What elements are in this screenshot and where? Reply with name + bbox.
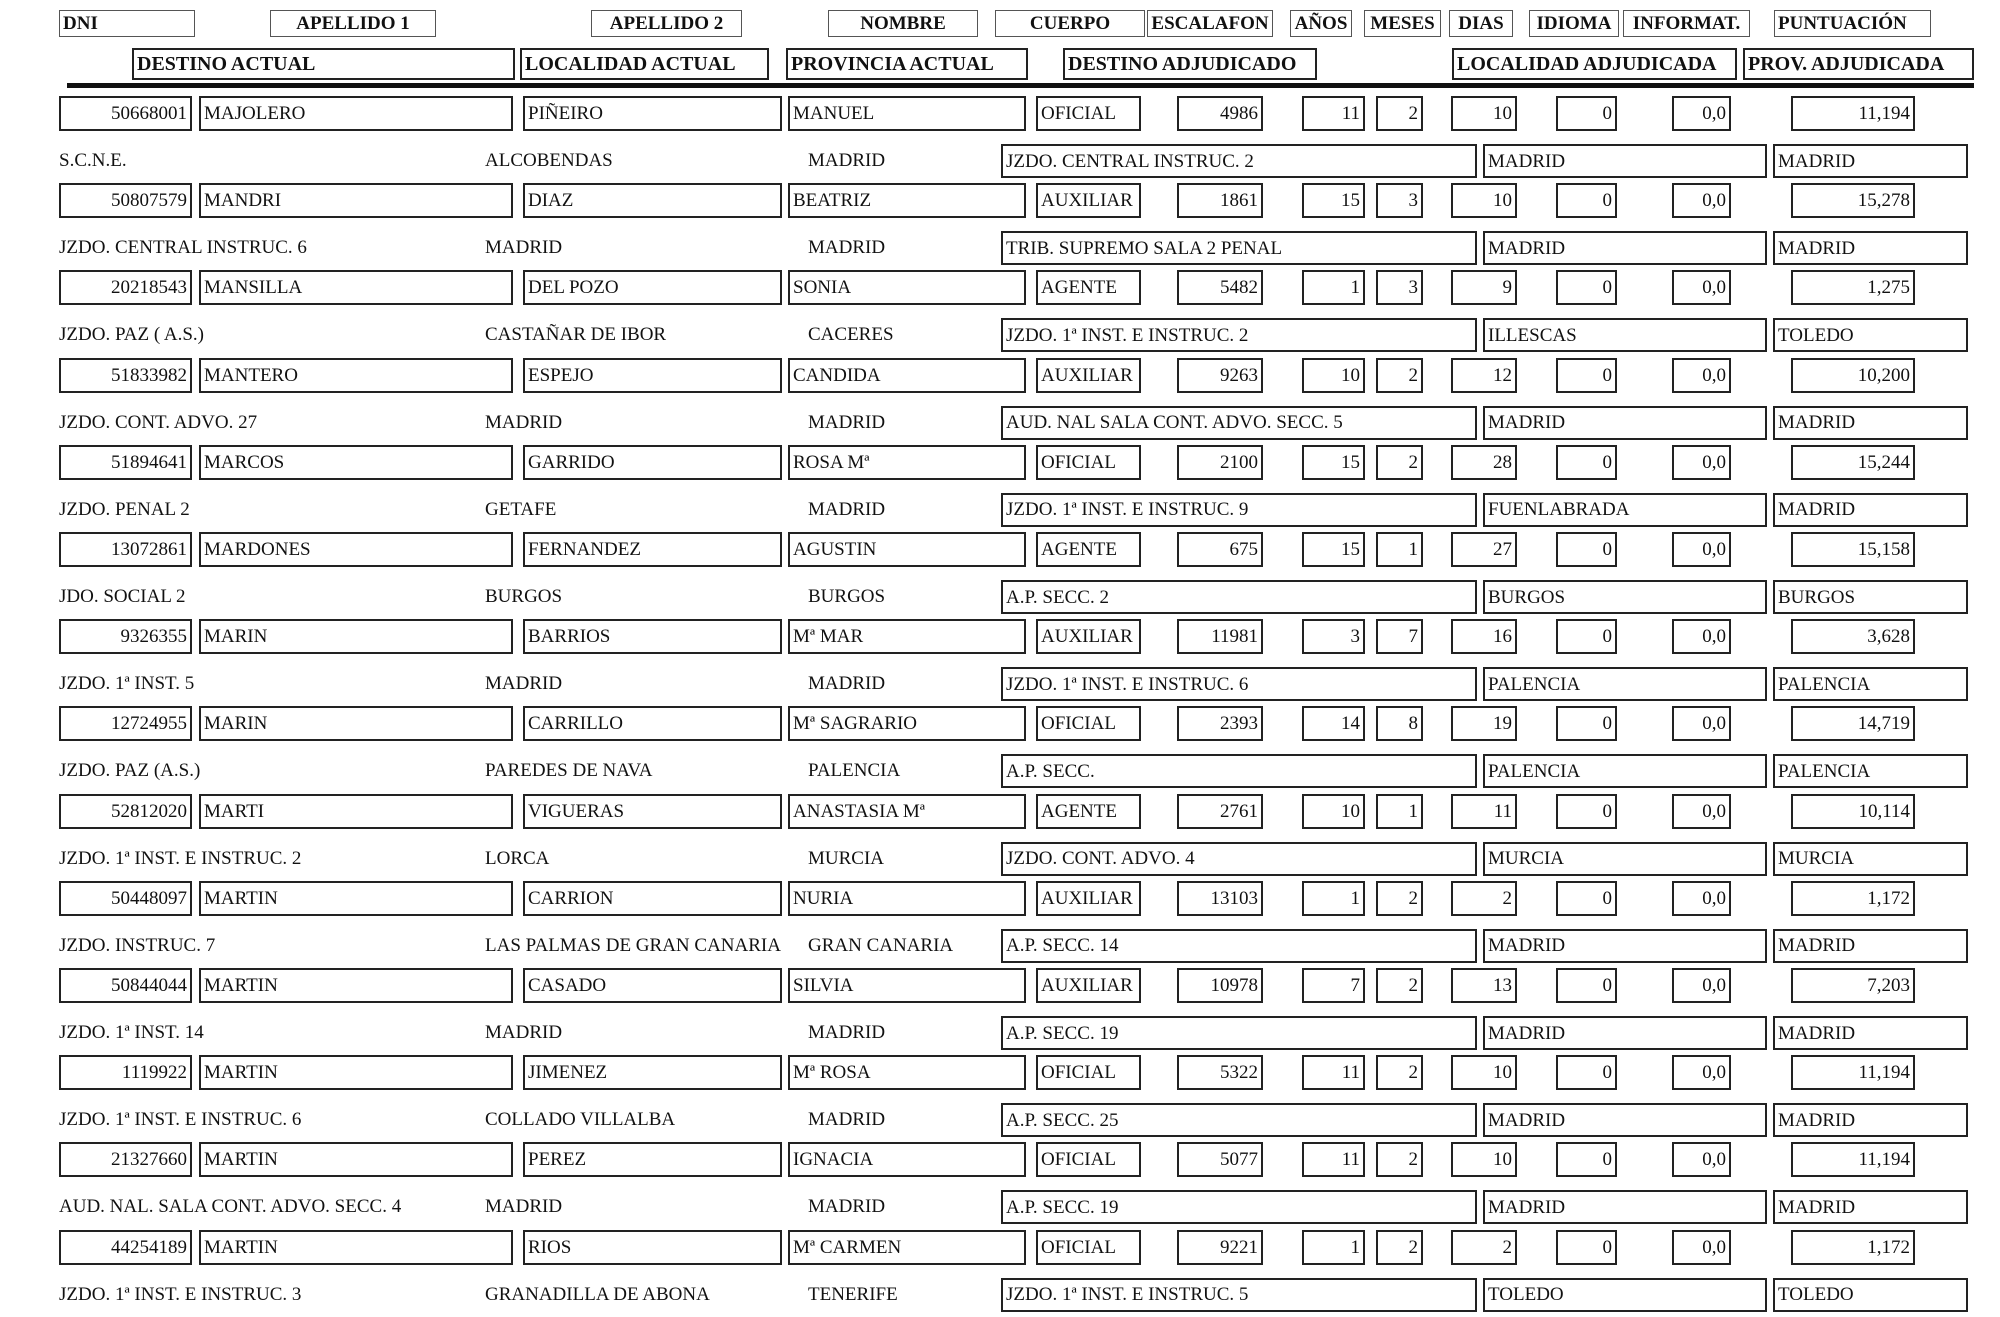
- header-idioma: IDIOMA: [1529, 10, 1619, 37]
- record-provincia-actual: MADRID: [808, 237, 886, 259]
- record-idioma: 0: [1556, 881, 1617, 916]
- record-prov-adjudicada: PALENCIA: [1773, 667, 1968, 701]
- record-dias: 9: [1451, 270, 1517, 305]
- record-provincia-actual: GRAN CANARIA: [808, 934, 954, 956]
- record-dias: 16: [1451, 619, 1517, 654]
- record-informat: 0,0: [1672, 270, 1731, 305]
- record-dni: 50668001: [59, 96, 192, 131]
- record-localidad-adjudicada: MADRID: [1483, 231, 1767, 265]
- record-nombre: MANUEL: [788, 96, 1026, 131]
- record-apellido1: MARTIN: [199, 968, 513, 1003]
- record-localidad-actual: COLLADO VILLALBA: [485, 1109, 676, 1131]
- record-dni: 9326355: [59, 619, 192, 654]
- record-informat: 0,0: [1672, 358, 1731, 393]
- record-idioma: 0: [1556, 706, 1617, 741]
- record-meses: 2: [1376, 358, 1423, 393]
- record-meses: 1: [1376, 794, 1423, 829]
- record-idioma: 0: [1556, 1230, 1617, 1265]
- header-informat: INFORMAT.: [1623, 10, 1750, 37]
- record-destino-actual: JZDO. 1ª INST. 14: [59, 1022, 204, 1043]
- record-dias: 10: [1451, 1055, 1517, 1090]
- record-dni: 50844044: [59, 968, 192, 1003]
- record-provincia-actual: PALENCIA: [808, 760, 901, 782]
- header-destino-adjudicado: DESTINO ADJUDICADO: [1063, 48, 1317, 80]
- record-meses: 3: [1376, 183, 1423, 218]
- record-apellido2: FERNANDEZ: [523, 532, 782, 567]
- record-destino-actual: JDO. SOCIAL 2: [59, 586, 186, 607]
- record-destino-adjudicado: AUD. NAL SALA CONT. ADVO. SECC. 5: [1001, 406, 1477, 440]
- record-dias: 28: [1451, 445, 1517, 480]
- record-destino-actual: JZDO. PENAL 2: [59, 498, 190, 520]
- record-apellido2: RIOS: [523, 1230, 782, 1265]
- record-localidad-adjudicada: PALENCIA: [1483, 667, 1767, 701]
- record-apellido2: CARRILLO: [523, 706, 782, 741]
- record-escalafon: 4986: [1177, 96, 1263, 131]
- record-provincia-actual: MADRID: [808, 1022, 886, 1043]
- record-localidad-adjudicada: MADRID: [1483, 1016, 1767, 1050]
- record-apellido1: MARTIN: [199, 1230, 513, 1265]
- record-nombre: Mª CARMEN: [788, 1230, 1026, 1265]
- record-anos: 14: [1302, 706, 1365, 741]
- record-prov-adjudicada: TOLEDO: [1773, 1278, 1968, 1312]
- record-escalafon: 9221: [1177, 1230, 1263, 1265]
- record-dni: 44254189: [59, 1230, 192, 1265]
- record-destino-adjudicado: JZDO. 1ª INST. E INSTRUC. 6: [1001, 667, 1477, 701]
- record-provincia-actual: BURGOS: [808, 586, 886, 607]
- record-destino-adjudicado: A.P. SECC.: [1001, 754, 1477, 788]
- record-cuerpo: OFICIAL: [1036, 1055, 1141, 1090]
- record-dni: 51894641: [59, 445, 192, 480]
- record-puntuacion: 11,194: [1791, 1142, 1915, 1177]
- record-localidad-adjudicada: MADRID: [1483, 144, 1767, 178]
- record-localidad-actual: ALCOBENDAS: [485, 150, 613, 171]
- record-nombre: ANASTASIA Mª: [788, 794, 1026, 829]
- record-informat: 0,0: [1672, 1142, 1731, 1177]
- record-anos: 3: [1302, 619, 1365, 654]
- record-dni: 1119922: [59, 1055, 192, 1090]
- record-anos: 7: [1302, 968, 1365, 1003]
- record-apellido1: MARTIN: [199, 1142, 513, 1177]
- record-localidad-actual: GETAFE: [485, 498, 557, 520]
- record-dias: 10: [1451, 96, 1517, 131]
- record-anos: 1: [1302, 881, 1365, 916]
- record-informat: 0,0: [1672, 1055, 1731, 1090]
- record-dias: 10: [1451, 183, 1517, 218]
- record-destino-adjudicado: TRIB. SUPREMO SALA 2 PENAL: [1001, 231, 1477, 265]
- record-localidad-adjudicada: ILLESCAS: [1483, 318, 1767, 352]
- header-escalafon: ESCALAFON: [1147, 10, 1273, 37]
- record-dias: 10: [1451, 1142, 1517, 1177]
- record-destino-adjudicado: JZDO. CONT. ADVO. 4: [1001, 842, 1477, 876]
- record-informat: 0,0: [1672, 1230, 1731, 1265]
- record-localidad-adjudicada: MADRID: [1483, 1190, 1767, 1224]
- record-localidad-actual: GRANADILLA DE ABONA: [485, 1283, 710, 1305]
- record-nombre: SONIA: [788, 270, 1026, 305]
- header-cuerpo: CUERPO: [995, 10, 1145, 37]
- record-localidad-actual: PAREDES DE NAVA: [485, 760, 653, 782]
- header-localidad-actual: LOCALIDAD ACTUAL: [520, 48, 769, 80]
- record-dni: 20218543: [59, 270, 192, 305]
- record-meses: 2: [1376, 1142, 1423, 1177]
- record-nombre: Mª MAR: [788, 619, 1026, 654]
- record-apellido1: MARTI: [199, 794, 513, 829]
- record-apellido1: MARDONES: [199, 532, 513, 567]
- record-anos: 15: [1302, 183, 1365, 218]
- record-localidad-actual: LAS PALMAS DE GRAN CANARIA: [485, 934, 781, 956]
- record-informat: 0,0: [1672, 619, 1731, 654]
- record-apellido1: MARIN: [199, 706, 513, 741]
- record-apellido2: PEREZ: [523, 1142, 782, 1177]
- record-meses: 3: [1376, 270, 1423, 305]
- record-idioma: 0: [1556, 968, 1617, 1003]
- record-localidad-actual: MADRID: [485, 411, 563, 433]
- record-provincia-actual: MADRID: [808, 673, 886, 695]
- record-meses: 8: [1376, 706, 1423, 741]
- record-escalafon: 5322: [1177, 1055, 1263, 1090]
- record-apellido2: PIÑEIRO: [523, 96, 782, 131]
- header-divider: [67, 83, 1974, 88]
- record-escalafon: 2100: [1177, 445, 1263, 480]
- record-informat: 0,0: [1672, 706, 1731, 741]
- record-apellido1: MANTERO: [199, 358, 513, 393]
- record-cuerpo: AUXILIAR: [1036, 183, 1141, 218]
- header-dias: DIAS: [1449, 10, 1513, 37]
- record-puntuacion: 11,194: [1791, 96, 1915, 131]
- record-prov-adjudicada: PALENCIA: [1773, 754, 1968, 788]
- record-escalafon: 5482: [1177, 270, 1263, 305]
- record-dni: 52812020: [59, 794, 192, 829]
- record-localidad-actual: BURGOS: [485, 586, 563, 607]
- record-apellido2: DIAZ: [523, 183, 782, 218]
- record-apellido1: MARIN: [199, 619, 513, 654]
- record-provincia-actual: MURCIA: [808, 847, 885, 869]
- record-idioma: 0: [1556, 619, 1617, 654]
- record-puntuacion: 10,200: [1791, 358, 1915, 393]
- header-anos: AÑOS: [1290, 10, 1352, 37]
- record-escalafon: 9263: [1177, 358, 1263, 393]
- record-apellido2: CASADO: [523, 968, 782, 1003]
- record-prov-adjudicada: MADRID: [1773, 493, 1968, 527]
- record-puntuacion: 1,275: [1791, 270, 1915, 305]
- record-dias: 2: [1451, 881, 1517, 916]
- record-destino-actual: JZDO. INSTRUC. 7: [59, 934, 216, 956]
- record-provincia-actual: MADRID: [808, 498, 886, 520]
- record-provincia-actual: MADRID: [808, 411, 886, 433]
- record-destino-adjudicado: A.P. SECC. 19: [1001, 1016, 1477, 1050]
- record-apellido2: ESPEJO: [523, 358, 782, 393]
- record-anos: 11: [1302, 1055, 1365, 1090]
- record-informat: 0,0: [1672, 183, 1731, 218]
- record-meses: 2: [1376, 881, 1423, 916]
- record-dias: 19: [1451, 706, 1517, 741]
- header-provincia-actual: PROVINCIA ACTUAL: [786, 48, 1028, 80]
- record-prov-adjudicada: MADRID: [1773, 231, 1968, 265]
- record-apellido1: MARCOS: [199, 445, 513, 480]
- record-informat: 0,0: [1672, 96, 1731, 131]
- record-idioma: 0: [1556, 532, 1617, 567]
- record-localidad-actual: MADRID: [485, 673, 563, 695]
- header-prov-adjudicada: PROV. ADJUDICADA: [1743, 48, 1974, 80]
- record-puntuacion: 11,194: [1791, 1055, 1915, 1090]
- record-apellido1: MAJOLERO: [199, 96, 513, 131]
- record-localidad-actual: MADRID: [485, 237, 563, 259]
- record-puntuacion: 1,172: [1791, 1230, 1915, 1265]
- record-localidad-actual: MADRID: [485, 1196, 563, 1218]
- record-anos: 15: [1302, 445, 1365, 480]
- record-meses: 2: [1376, 1055, 1423, 1090]
- record-apellido1: MANDRI: [199, 183, 513, 218]
- record-escalafon: 11981: [1177, 619, 1263, 654]
- record-destino-adjudicado: A.P. SECC. 19: [1001, 1190, 1477, 1224]
- record-localidad-adjudicada: FUENLABRADA: [1483, 493, 1767, 527]
- record-destino-actual: JZDO. 1ª INST. E INSTRUC. 6: [59, 1109, 302, 1131]
- record-cuerpo: OFICIAL: [1036, 1230, 1141, 1265]
- header-puntuacion: PUNTUACIÓN: [1774, 10, 1931, 37]
- record-anos: 10: [1302, 358, 1365, 393]
- record-prov-adjudicada: MADRID: [1773, 1190, 1968, 1224]
- record-cuerpo: AGENTE: [1036, 532, 1141, 567]
- record-nombre: Mª ROSA: [788, 1055, 1026, 1090]
- record-escalafon: 675: [1177, 532, 1263, 567]
- record-apellido2: VIGUERAS: [523, 794, 782, 829]
- record-idioma: 0: [1556, 1055, 1617, 1090]
- record-localidad-actual: LORCA: [485, 847, 550, 869]
- record-destino-adjudicado: JZDO. CENTRAL INSTRUC. 2: [1001, 144, 1477, 178]
- record-destino-actual: JZDO. 1ª INST. E INSTRUC. 3: [59, 1283, 302, 1305]
- record-dias: 11: [1451, 794, 1517, 829]
- record-idioma: 0: [1556, 270, 1617, 305]
- record-puntuacion: 15,158: [1791, 532, 1915, 567]
- record-provincia-actual: CACERES: [808, 324, 894, 346]
- record-destino-adjudicado: A.P. SECC. 25: [1001, 1103, 1477, 1137]
- record-apellido2: JIMENEZ: [523, 1055, 782, 1090]
- record-dias: 27: [1451, 532, 1517, 567]
- record-destino-adjudicado: JZDO. 1ª INST. E INSTRUC. 2: [1001, 318, 1477, 352]
- record-cuerpo: OFICIAL: [1036, 1142, 1141, 1177]
- record-meses: 2: [1376, 445, 1423, 480]
- record-apellido2: CARRION: [523, 881, 782, 916]
- record-destino-actual: JZDO. CENTRAL INSTRUC. 6: [59, 237, 307, 259]
- record-informat: 0,0: [1672, 794, 1731, 829]
- record-localidad-adjudicada: MURCIA: [1483, 842, 1767, 876]
- header-localidad-adjudicada: LOCALIDAD ADJUDICADA: [1452, 48, 1737, 80]
- record-escalafon: 13103: [1177, 881, 1263, 916]
- record-escalafon: 2761: [1177, 794, 1263, 829]
- record-informat: 0,0: [1672, 881, 1731, 916]
- record-destino-adjudicado: A.P. SECC. 2: [1001, 580, 1477, 614]
- record-idioma: 0: [1556, 183, 1617, 218]
- header-destino-actual: DESTINO ACTUAL: [132, 48, 515, 80]
- record-localidad-adjudicada: PALENCIA: [1483, 754, 1767, 788]
- record-meses: 2: [1376, 96, 1423, 131]
- record-prov-adjudicada: BURGOS: [1773, 580, 1968, 614]
- record-escalafon: 10978: [1177, 968, 1263, 1003]
- record-destino-adjudicado: JZDO. 1ª INST. E INSTRUC. 9: [1001, 493, 1477, 527]
- record-localidad-adjudicada: TOLEDO: [1483, 1278, 1767, 1312]
- record-prov-adjudicada: MADRID: [1773, 929, 1968, 963]
- record-cuerpo: OFICIAL: [1036, 706, 1141, 741]
- record-apellido1: MARTIN: [199, 881, 513, 916]
- record-dni: 13072861: [59, 532, 192, 567]
- record-destino-actual: JZDO. 1ª INST. 5: [59, 673, 195, 695]
- record-escalafon: 5077: [1177, 1142, 1263, 1177]
- record-nombre: CANDIDA: [788, 358, 1026, 393]
- header-apellido1: APELLIDO 1: [270, 10, 436, 37]
- record-informat: 0,0: [1672, 445, 1731, 480]
- record-puntuacion: 3,628: [1791, 619, 1915, 654]
- record-provincia-actual: TENERIFE: [808, 1283, 898, 1305]
- record-destino-actual: JZDO. 1ª INST. E INSTRUC. 2: [59, 847, 302, 869]
- record-dni: 12724955: [59, 706, 192, 741]
- record-dni: 50807579: [59, 183, 192, 218]
- record-prov-adjudicada: MADRID: [1773, 1103, 1968, 1137]
- record-destino-actual: JZDO. PAZ ( A.S.): [59, 324, 204, 346]
- record-dias: 13: [1451, 968, 1517, 1003]
- record-puntuacion: 10,114: [1791, 794, 1915, 829]
- record-localidad-actual: CASTAÑAR DE IBOR: [485, 324, 667, 346]
- record-idioma: 0: [1556, 1142, 1617, 1177]
- record-destino-adjudicado: JZDO. 1ª INST. E INSTRUC. 5: [1001, 1278, 1477, 1312]
- record-localidad-adjudicada: MADRID: [1483, 406, 1767, 440]
- record-dias: 2: [1451, 1230, 1517, 1265]
- record-puntuacion: 14,719: [1791, 706, 1915, 741]
- record-idioma: 0: [1556, 445, 1617, 480]
- record-apellido2: BARRIOS: [523, 619, 782, 654]
- record-localidad-adjudicada: BURGOS: [1483, 580, 1767, 614]
- record-destino-adjudicado: A.P. SECC. 14: [1001, 929, 1477, 963]
- header-apellido2: APELLIDO 2: [591, 10, 742, 37]
- record-puntuacion: 15,244: [1791, 445, 1915, 480]
- record-idioma: 0: [1556, 96, 1617, 131]
- record-anos: 1: [1302, 270, 1365, 305]
- record-escalafon: 1861: [1177, 183, 1263, 218]
- record-puntuacion: 15,278: [1791, 183, 1915, 218]
- record-nombre: AGUSTIN: [788, 532, 1026, 567]
- record-apellido2: DEL POZO: [523, 270, 782, 305]
- header-meses: MESES: [1364, 10, 1441, 37]
- record-cuerpo: OFICIAL: [1036, 445, 1141, 480]
- record-apellido2: GARRIDO: [523, 445, 782, 480]
- record-puntuacion: 7,203: [1791, 968, 1915, 1003]
- record-dni: 51833982: [59, 358, 192, 393]
- record-anos: 11: [1302, 1142, 1365, 1177]
- record-informat: 0,0: [1672, 532, 1731, 567]
- record-destino-actual: JZDO. PAZ (A.S.): [59, 760, 201, 782]
- record-prov-adjudicada: MADRID: [1773, 406, 1968, 440]
- record-prov-adjudicada: MURCIA: [1773, 842, 1968, 876]
- record-prov-adjudicada: MADRID: [1773, 1016, 1968, 1050]
- record-localidad-adjudicada: MADRID: [1483, 929, 1767, 963]
- record-meses: 2: [1376, 968, 1423, 1003]
- record-apellido1: MANSILLA: [199, 270, 513, 305]
- record-meses: 2: [1376, 1230, 1423, 1265]
- record-dias: 12: [1451, 358, 1517, 393]
- header-nombre: NOMBRE: [828, 10, 978, 37]
- record-prov-adjudicada: TOLEDO: [1773, 318, 1968, 352]
- record-idioma: 0: [1556, 794, 1617, 829]
- record-localidad-adjudicada: MADRID: [1483, 1103, 1767, 1137]
- record-cuerpo: AUXILIAR: [1036, 881, 1141, 916]
- record-nombre: BEATRIZ: [788, 183, 1026, 218]
- record-cuerpo: AGENTE: [1036, 270, 1141, 305]
- record-cuerpo: AGENTE: [1036, 794, 1141, 829]
- record-localidad-actual: MADRID: [485, 1022, 563, 1043]
- record-anos: 11: [1302, 96, 1365, 131]
- record-destino-actual: S.C.N.E.: [59, 150, 127, 171]
- record-meses: 1: [1376, 532, 1423, 567]
- record-anos: 10: [1302, 794, 1365, 829]
- record-prov-adjudicada: MADRID: [1773, 144, 1968, 178]
- record-provincia-actual: MADRID: [808, 150, 886, 171]
- record-provincia-actual: MADRID: [808, 1196, 886, 1218]
- record-destino-actual: JZDO. CONT. ADVO. 27: [59, 411, 258, 433]
- record-cuerpo: AUXILIAR: [1036, 968, 1141, 1003]
- record-cuerpo: AUXILIAR: [1036, 358, 1141, 393]
- record-nombre: SILVIA: [788, 968, 1026, 1003]
- record-informat: 0,0: [1672, 968, 1731, 1003]
- record-dni: 21327660: [59, 1142, 192, 1177]
- record-escalafon: 2393: [1177, 706, 1263, 741]
- record-nombre: ROSA Mª: [788, 445, 1026, 480]
- record-cuerpo: AUXILIAR: [1036, 619, 1141, 654]
- record-destino-actual: AUD. NAL. SALA CONT. ADVO. SECC. 4: [59, 1196, 402, 1218]
- record-provincia-actual: MADRID: [808, 1109, 886, 1131]
- record-dni: 50448097: [59, 881, 192, 916]
- record-anos: 15: [1302, 532, 1365, 567]
- record-idioma: 0: [1556, 358, 1617, 393]
- record-puntuacion: 1,172: [1791, 881, 1915, 916]
- record-nombre: Mª SAGRARIO: [788, 706, 1026, 741]
- record-anos: 1: [1302, 1230, 1365, 1265]
- record-apellido1: MARTIN: [199, 1055, 513, 1090]
- record-nombre: IGNACIA: [788, 1142, 1026, 1177]
- record-nombre: NURIA: [788, 881, 1026, 916]
- record-cuerpo: OFICIAL: [1036, 96, 1141, 131]
- header-dni: DNI: [59, 10, 195, 37]
- record-meses: 7: [1376, 619, 1423, 654]
